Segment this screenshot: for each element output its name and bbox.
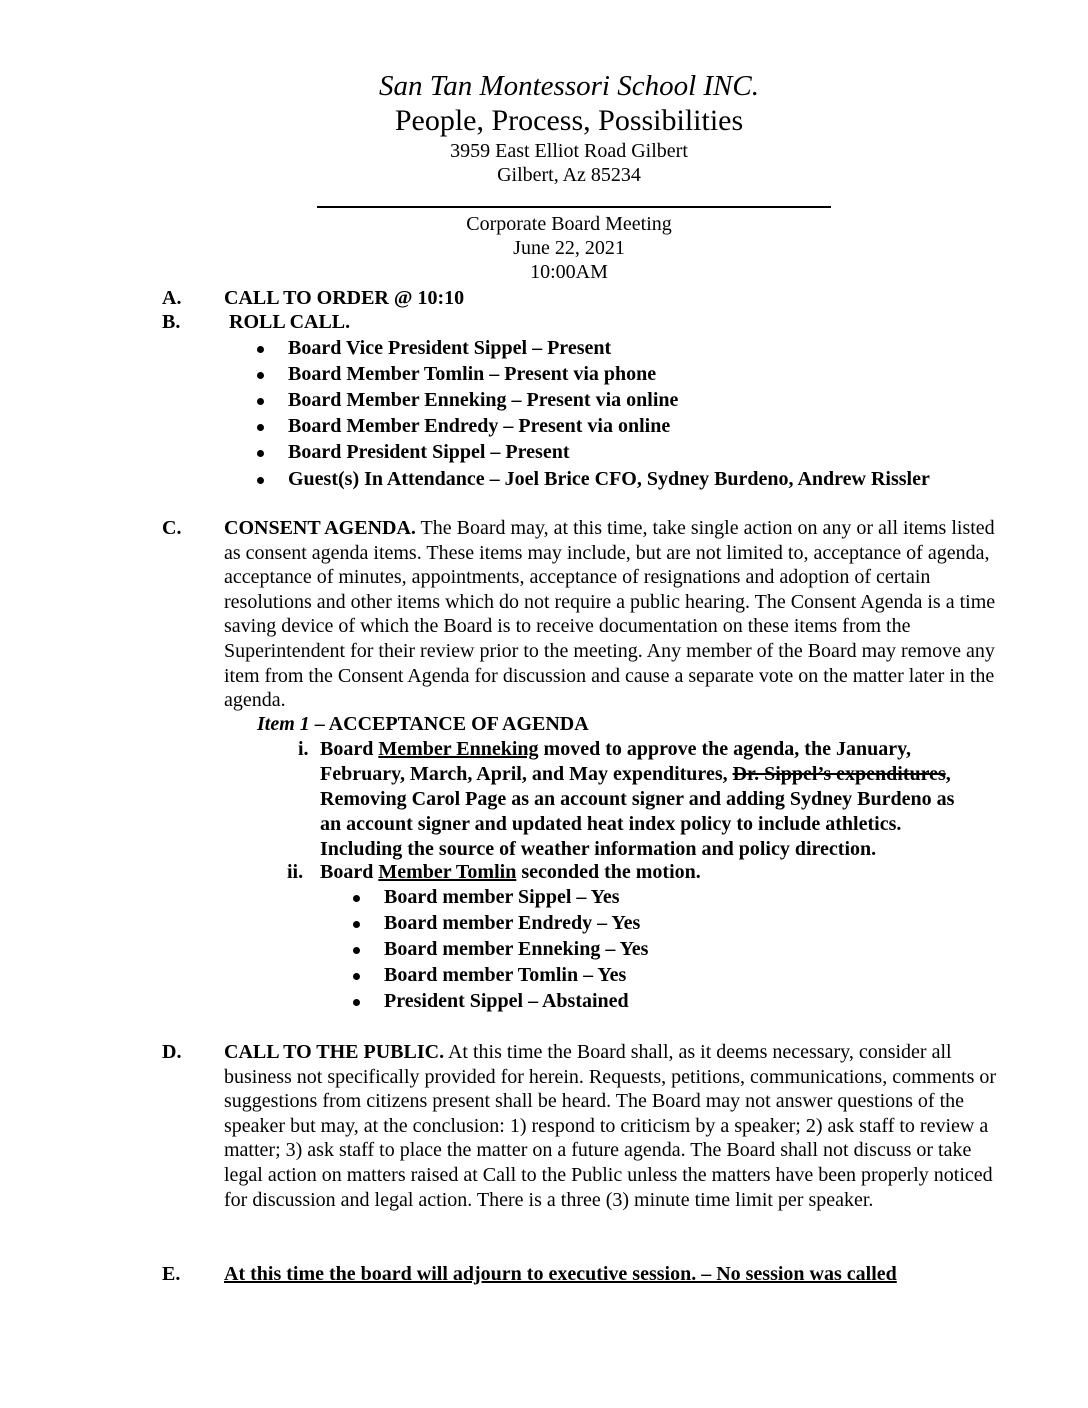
roll-call-item: Board President Sippel – Present bbox=[288, 441, 570, 463]
motion-prefix: Board bbox=[320, 738, 379, 760]
call-to-public-title: CALL TO THE PUBLIC. bbox=[224, 1041, 445, 1063]
consent-agenda-body: The Board may, at this time, take single action on any or all items listed as consent agenda items. These items may include, but are not limited to, acceptance of agenda, acceptance of minutes, appointments, acceptance of resignations and adoption of certain resolutions and other items which do not require a public hearing. The Consent Agenda is a time saving device of which the Board is to receive documentation on these items from the Superintendent for their review prior to the meeting. Any member of the Board may remove any item from the Consent Agenda for discussion and cause a separate vote on the matter later in the agenda. bbox=[224, 517, 996, 712]
school-name: San Tan Montessori School INC. bbox=[379, 70, 759, 102]
vote-item: Board member Endredy – Yes bbox=[384, 912, 641, 934]
consent-agenda-title: CONSENT AGENDA. bbox=[224, 517, 416, 539]
item-1-title: – ACCEPTANCE OF AGENDA bbox=[309, 713, 589, 735]
bullet-icon bbox=[257, 372, 264, 379]
section-e-title: At this time the board will adjourn to executive session. – No session was called bbox=[224, 1263, 897, 1285]
section-b-letter: B. bbox=[162, 311, 181, 333]
roll-call-item: Board Member Endredy – Present via online bbox=[288, 415, 671, 437]
motion-member: Member Enneking bbox=[378, 738, 539, 760]
motion-text-2: February, March, April, and May expenditures, bbox=[320, 763, 733, 785]
bullet-icon bbox=[257, 477, 264, 484]
motion-line-4: an account signer and updated heat index policy to include athletics. bbox=[320, 813, 902, 835]
motion-line-3: Removing Carol Page as an account signer and adding Sydney Burdeno as bbox=[320, 788, 955, 810]
second-text: seconded the motion. bbox=[516, 861, 701, 883]
consent-agenda-paragraph bbox=[224, 516, 1014, 713]
section-d-letter: D. bbox=[162, 1041, 182, 1063]
item-1-label: Item 1 bbox=[257, 713, 310, 735]
section-a-title: CALL TO ORDER @ 10:10 bbox=[224, 287, 465, 309]
second-line bbox=[320, 860, 701, 884]
vote-item: Board member Tomlin – Yes bbox=[384, 964, 627, 986]
header-divider bbox=[317, 206, 831, 208]
roll-call-item: Guest(s) In Attendance – Joel Brice CFO, Sydney Burdeno, Andrew Rissler bbox=[288, 468, 930, 490]
bullet-icon bbox=[257, 450, 264, 457]
motion-line-5: Including the source of weather information and policy direction. bbox=[320, 838, 877, 860]
motion-line-2 bbox=[320, 762, 951, 786]
second-prefix: Board bbox=[320, 861, 379, 883]
section-b-title: ROLL CALL. bbox=[229, 311, 351, 333]
vote-item: President Sippel – Abstained bbox=[384, 990, 629, 1012]
motion-text-1: moved to approve the agenda, the January, bbox=[538, 738, 911, 760]
second-member: Member Tomlin bbox=[378, 861, 517, 883]
roll-call-item: Board Member Tomlin – Present via phone bbox=[288, 363, 657, 385]
meeting-type: Corporate Board Meeting bbox=[466, 213, 672, 235]
section-c-letter: C. bbox=[162, 517, 182, 539]
vote-item: Board member Enneking – Yes bbox=[384, 938, 649, 960]
bullet-icon bbox=[353, 895, 360, 902]
address-line-2: Gilbert, Az 85234 bbox=[497, 164, 641, 186]
motion-number: i. bbox=[298, 738, 309, 760]
section-a-letter: A. bbox=[162, 287, 182, 309]
meeting-time: 10:00AM bbox=[530, 261, 608, 283]
bullet-icon bbox=[353, 999, 360, 1006]
bullet-icon bbox=[257, 398, 264, 405]
motion-struck-text: Dr. Sippel’s expenditures bbox=[732, 763, 946, 785]
call-to-public-paragraph bbox=[224, 1040, 1014, 1212]
call-to-public-body: At this time the Board shall, as it deems necessary, consider all business not specifically provided for herein. Requests, petitions, communications, comments or suggestions from citizens present shall be heard. The Board may not answer questions of the speaker but may, at the conclusion: 1) respond to criticism by a speaker; 2) ask staff to review a matter; 3) ask staff to place the matter on a future agenda. The Board shall not discuss or take legal action on matters raised at Call to the Public unless the matters have been properly noticed for discussion and legal action. There is a three (3) minute time limit per speaker. bbox=[224, 1041, 997, 1211]
bullet-icon bbox=[257, 346, 264, 353]
bullet-icon bbox=[257, 424, 264, 431]
second-number: ii. bbox=[287, 861, 304, 883]
address-line-1: 3959 East Elliot Road Gilbert bbox=[450, 140, 688, 162]
roll-call-item: Board Vice President Sippel – Present bbox=[288, 337, 612, 359]
bullet-icon bbox=[353, 921, 360, 928]
item-1-heading bbox=[257, 712, 589, 736]
school-motto: People, Process, Possibilities bbox=[394, 104, 744, 137]
bullet-icon bbox=[353, 947, 360, 954]
motion-line-1 bbox=[320, 737, 911, 761]
section-e-letter: E. bbox=[162, 1263, 181, 1285]
motion-comma: , bbox=[945, 763, 951, 785]
meeting-date: June 22, 2021 bbox=[513, 237, 625, 259]
roll-call-item: Board Member Enneking – Present via online bbox=[288, 389, 679, 411]
vote-item: Board member Sippel – Yes bbox=[384, 886, 620, 908]
bullet-icon bbox=[353, 973, 360, 980]
